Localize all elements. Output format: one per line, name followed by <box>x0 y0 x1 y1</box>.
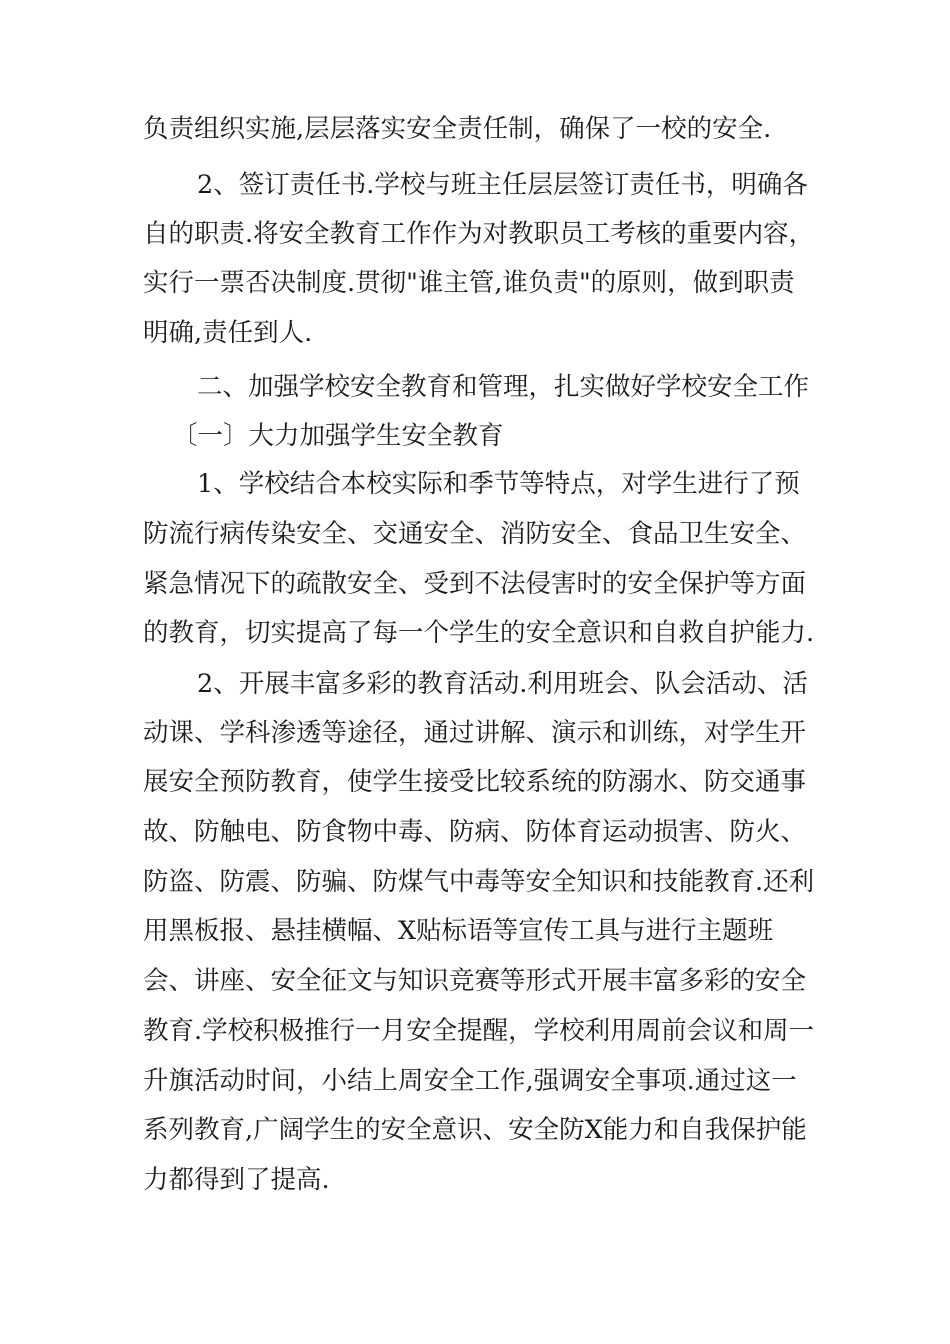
text-line: 用黑板报、悬挂横幅、X贴标语等宣传工具与进行主题班 <box>143 916 774 946</box>
text-line: 系列教育,广阔学生的安全意识、安全防X能力和自我保护能 <box>143 1115 807 1145</box>
section-heading: 二、加强学校安全教育和管理，扎实做好学校安全工作 <box>197 372 810 402</box>
text-line: 的教育，切实提高了每一个学生的安全意识和自救自护能力. <box>143 618 815 648</box>
text-line: 2、开展丰富多彩的教育活动.利用班会、队会活动、活 <box>197 669 808 699</box>
text-line: 明确,责任到人. <box>143 318 313 348</box>
subsection-heading: 〔一〕大力加强学生安全教育 <box>172 421 504 451</box>
text-line: 故、防触电、防食物中毒、防病、防体育运动损害、防火、 <box>143 817 807 847</box>
text-line: 防流行病传染安全、交通安全、消防安全、食品卫生安全、 <box>143 519 807 549</box>
text-line: 2、签订责任书.学校与班主任层层签订责任书，明确各 <box>197 170 808 200</box>
text-line: 升旗活动时间，小结上周安全工作,强调安全事项.通过这一 <box>143 1066 797 1096</box>
text-line: 防盗、防震、防骗、防煤气中毒等安全知识和技能教育.还利 <box>143 867 815 897</box>
text-line: 紧急情况下的疏散安全、受到不法侵害时的安全保护等方面 <box>143 569 807 599</box>
text-line: 会、讲座、安全征文与知识竞赛等形式开展丰富多彩的安全 <box>143 966 807 996</box>
text-line: 实行一票否决制度.贯彻"谁主管,谁负责"的原则，做到职责 <box>143 268 795 298</box>
text-line: 教育.学校积极推行一月安全提醒，学校利用周前会议和周一 <box>143 1016 815 1046</box>
text-line: 1、学校结合本校实际和季节等特点，对学生进行了预 <box>197 469 800 499</box>
text-line: 展安全预防教育，使学生接受比较系统的防溺水、防交通事 <box>143 767 807 797</box>
text-line: 动课、学科渗透等途径，通过讲解、演示和训练，对学生开 <box>143 718 807 748</box>
text-line: 负责组织实施,层层落实安全责任制，确保了一校的安全. <box>143 114 772 144</box>
text-line: 自的职责.将安全教育工作作为对教职员工考核的重要内容， <box>143 219 815 249</box>
text-line: 力都得到了提高. <box>143 1165 330 1195</box>
